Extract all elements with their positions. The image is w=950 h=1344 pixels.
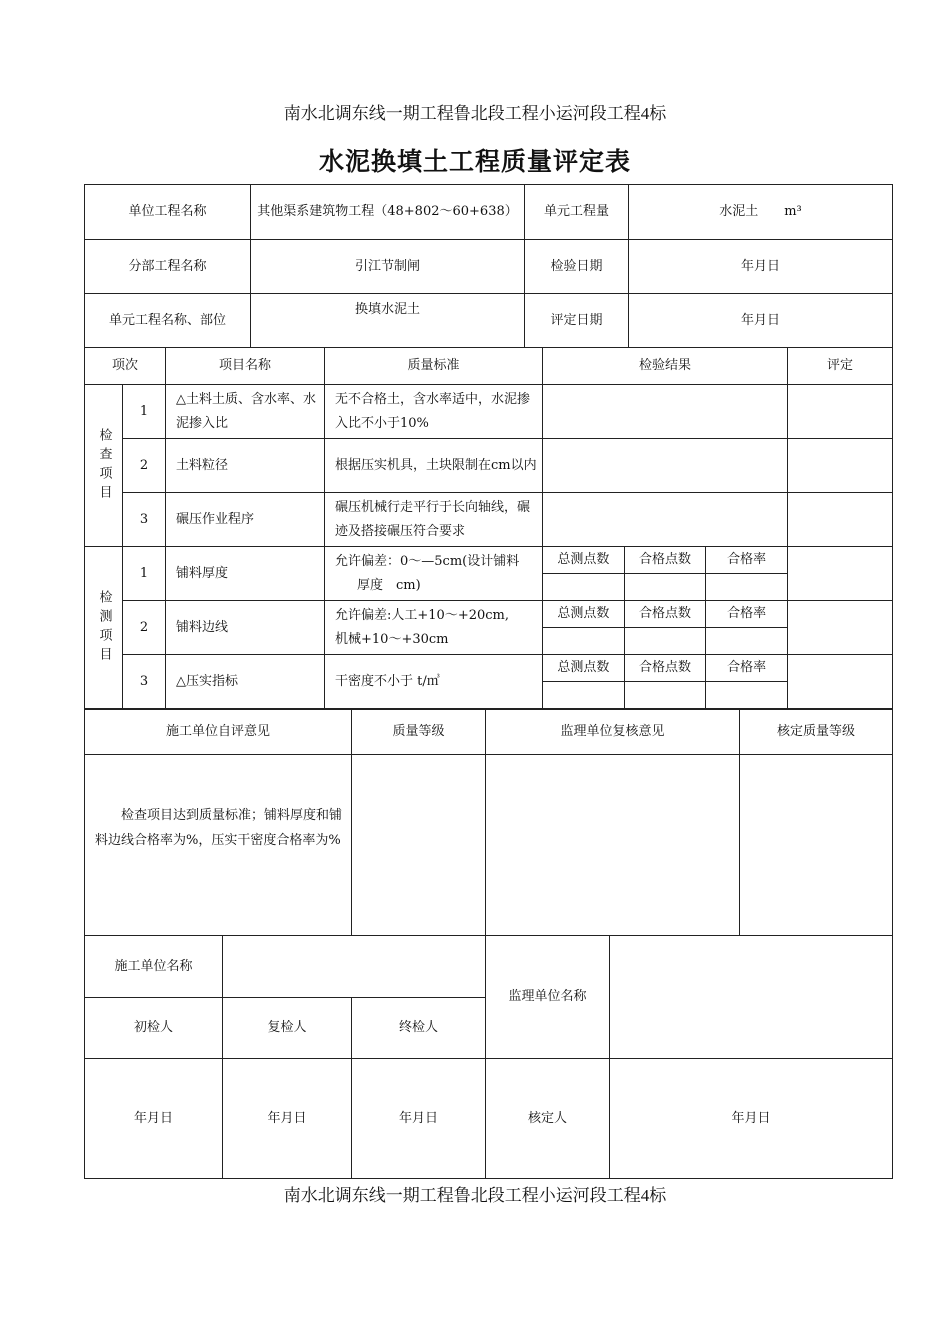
grade-value	[352, 755, 486, 936]
unit-project-label: 单位工程名称	[85, 185, 251, 240]
total-points-header: 总测点数	[543, 547, 624, 574]
check-item-standard: 碾压机械行走平行于长向轴线，碾迹及搭接碾压符合要求	[325, 493, 543, 547]
test-group-label: 检测项目	[85, 547, 123, 709]
inspect-date-value: 年月日	[629, 240, 893, 294]
test-item-name: 铺料边线	[166, 601, 325, 655]
pass-points-value	[624, 574, 705, 601]
test-item-rating	[788, 655, 893, 709]
element-quantity-value: 水泥土 m³	[629, 185, 893, 240]
col-rating: 评定	[788, 348, 893, 385]
check-item-rating	[788, 493, 893, 547]
check-item-standard: 无不合格土，含水率适中，水泥掺入比不小于10%	[325, 385, 543, 439]
pass-rate-header: 合格率	[706, 547, 787, 574]
element-name-label: 单元工程名称、部位	[85, 294, 251, 348]
test-item-standard: 允许偏差:人工+10～+20cm, 机械+10～+30cm	[325, 601, 543, 655]
total-points-value	[543, 682, 624, 709]
document-footer: 南水北调东线一期工程鲁北段工程小运河段工程4标	[283, 1186, 667, 1205]
check-item-rating	[788, 385, 893, 439]
col-item: 项目名称	[166, 348, 325, 385]
total-points-header: 总测点数	[543, 655, 624, 682]
check-item-name: △土料土质、含水率、水泥掺入比	[166, 385, 325, 439]
test-item-no: 3	[123, 655, 166, 709]
division-value: 引江节制闸	[251, 240, 525, 294]
test-item-no: 2	[123, 601, 166, 655]
inspect-date-label: 检验日期	[525, 240, 629, 294]
re-inspector-label: 复检人	[223, 998, 352, 1059]
items-table	[84, 347, 893, 709]
final-inspector-date: 年月日	[352, 1059, 486, 1179]
verifier-date: 年月日	[610, 1059, 893, 1179]
first-inspector-date: 年月日	[85, 1059, 223, 1179]
pass-points-header: 合格点数	[624, 655, 705, 682]
supervisor-review-header: 监理单位复核意见	[486, 710, 740, 755]
pass-rate-value	[706, 682, 787, 709]
check-item-name: 碾压作业程序	[166, 493, 325, 547]
col-standard: 质量标准	[325, 348, 543, 385]
check-item-result	[543, 493, 788, 547]
test-item-no: 1	[123, 547, 166, 601]
verified-grade-header: 核定质量等级	[740, 710, 893, 755]
pass-points-value	[624, 682, 705, 709]
check-item-no: 2	[123, 439, 166, 493]
check-item-no: 3	[123, 493, 166, 547]
eval-date-value: 年月日	[629, 294, 893, 348]
supervisor-review-value	[486, 755, 740, 936]
test-item-result	[543, 601, 788, 655]
opinion-table	[84, 709, 893, 936]
verifier-label: 核定人	[486, 1059, 610, 1179]
pass-points-value	[624, 628, 705, 655]
test-item-rating	[788, 601, 893, 655]
unit-project-value: 其他渠系建筑物工程（48+802～60+638）	[251, 185, 525, 240]
division-label: 分部工程名称	[85, 240, 251, 294]
check-item-name: 土料粒径	[166, 439, 325, 493]
test-item-result	[543, 547, 788, 601]
pass-points-header: 合格点数	[624, 601, 705, 628]
pass-rate-value	[706, 574, 787, 601]
check-item-rating	[788, 439, 893, 493]
contractor-name-label: 施工单位名称	[85, 936, 223, 998]
pass-rate-value	[706, 628, 787, 655]
total-points-header: 总测点数	[543, 601, 624, 628]
eval-date-label: 评定日期	[525, 294, 629, 348]
verified-grade-value	[740, 755, 893, 936]
test-item-standard: 干密度不小于 t/㎥	[325, 655, 543, 709]
self-eval-text: 检查项目达到质量标准；铺料厚度和铺料边线合格率为%，压实干密度合格率为%	[85, 755, 352, 936]
pass-rate-header: 合格率	[706, 601, 787, 628]
test-item-name: 铺料厚度	[166, 547, 325, 601]
element-name-value: 换填水泥土	[251, 294, 525, 348]
check-item-result	[543, 385, 788, 439]
total-points-value	[543, 628, 624, 655]
self-eval-header: 施工单位自评意见	[85, 710, 352, 755]
element-quantity-label: 单元工程量	[525, 185, 629, 240]
signoff-table	[84, 935, 893, 1179]
col-seq: 项次	[85, 348, 166, 385]
check-group-label: 检查项目	[85, 385, 123, 547]
first-inspector-label: 初检人	[85, 998, 223, 1059]
pass-rate-header: 合格率	[706, 655, 787, 682]
document-header: 南水北调东线一期工程鲁北段工程小运河段工程4标	[283, 104, 667, 123]
supervisor-name-label: 监理单位名称	[486, 936, 610, 1059]
test-item-result	[543, 655, 788, 709]
grade-header: 质量等级	[352, 710, 486, 755]
final-inspector-label: 终检人	[352, 998, 486, 1059]
check-item-no: 1	[123, 385, 166, 439]
page-title: 水泥换填土工程质量评定表	[318, 147, 631, 176]
re-inspector-date: 年月日	[223, 1059, 352, 1179]
pass-points-header: 合格点数	[624, 547, 705, 574]
contractor-name-value	[223, 936, 486, 998]
test-item-name: △压实指标	[166, 655, 325, 709]
check-item-standard: 根据压实机具，土块限制在cm以内	[325, 439, 543, 493]
test-item-standard: 允许偏差：0～—5cm(设计铺料 厚度 cm)	[325, 547, 543, 601]
check-item-result	[543, 439, 788, 493]
col-result: 检验结果	[543, 348, 788, 385]
supervisor-name-value	[610, 936, 893, 1059]
test-item-rating	[788, 547, 893, 601]
info-table	[84, 184, 893, 348]
total-points-value	[543, 574, 624, 601]
